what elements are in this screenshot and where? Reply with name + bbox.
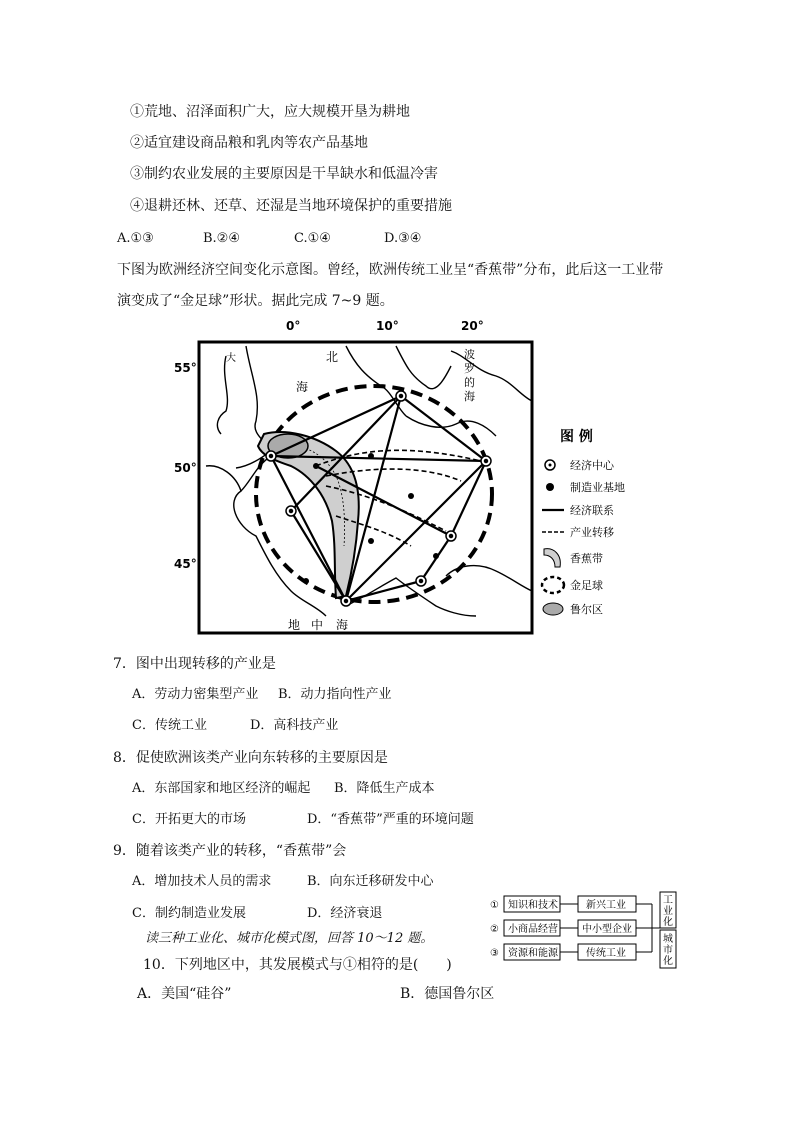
row2-industry: 中小型企业 xyxy=(582,924,632,935)
svg-text:市: 市 xyxy=(663,945,673,956)
q7-option-b: B．动力指向性产业 xyxy=(278,687,392,702)
q9-option-a: A．增加技术人员的需求 xyxy=(132,874,272,889)
europe-economic-map xyxy=(174,316,536,636)
q9-option-b: B．向东迁移研发中心 xyxy=(307,874,434,889)
option-b: B.②④ xyxy=(203,231,240,246)
industrialization-diagram xyxy=(490,890,680,970)
option-d: D.③④ xyxy=(384,231,422,246)
svg-text:罗: 罗 xyxy=(464,362,475,375)
option-a: A.①③ xyxy=(117,231,154,246)
svg-text:城: 城 xyxy=(663,934,673,945)
row2-num: ② xyxy=(490,924,499,935)
lon-label-20: 20° xyxy=(461,319,484,333)
svg-text:地: 地 xyxy=(288,618,301,632)
mediterranean-label xyxy=(288,617,348,632)
q7-option-a: A．劳动力密集型产业 xyxy=(132,687,259,702)
lon-label-0: 0° xyxy=(286,319,301,333)
legend-football: 金足球 xyxy=(570,579,603,592)
row1-source: 知识和技术 xyxy=(508,900,558,911)
row3-num: ③ xyxy=(490,948,499,959)
svg-text:工: 工 xyxy=(663,895,673,906)
svg-text:波: 波 xyxy=(464,348,475,361)
north-sea-label-2: 海 xyxy=(296,380,309,394)
row2-source: 小商品经营 xyxy=(508,924,558,935)
q9-option-c: C．制约制造业发展 xyxy=(132,906,246,921)
row3-source: 资源和能源 xyxy=(508,948,558,959)
row1-industry: 新兴工业 xyxy=(586,900,626,911)
legend-link: 经济联系 xyxy=(570,504,614,517)
intro-line-2: 演变成了“金足球”形状。据此完成 7~9 题。 xyxy=(117,293,394,309)
intro-line-1: 下图为欧洲经济空间变化示意图。曾经，欧洲传统工业呈“香蕉带”分布，此后这一工业带 xyxy=(117,262,664,278)
q8-option-d: D．“香蕉带”严重的环境问题 xyxy=(307,812,474,827)
legend-economic-center: 经济中心 xyxy=(570,459,614,472)
legend-banana: 香蕉带 xyxy=(570,552,603,565)
q7-option-d: D．高科技产业 xyxy=(250,718,339,733)
q10-option-a: A．美国“硅谷” xyxy=(137,986,232,1002)
q8-option-b: B．降低生产成本 xyxy=(334,781,435,796)
q10-option-b: B．德国鲁尔区 xyxy=(400,986,495,1002)
statement-1: ①荒地、沼泽面积广大，应大规模开垦为耕地 xyxy=(130,104,410,120)
svg-text:业: 业 xyxy=(663,906,673,917)
q9-option-d: D．经济衰退 xyxy=(307,906,383,921)
statement-4: ④退耕还林、还草、还湿是当地环境保护的重要措施 xyxy=(130,198,452,214)
lon-label-10: 10° xyxy=(376,319,399,333)
lat-label-45: 45° xyxy=(174,557,197,571)
q8-option-c: C．开拓更大的市场 xyxy=(132,812,246,827)
question-7: 7．图中出现转移的产业是 xyxy=(113,656,276,672)
lat-label-50: 50° xyxy=(174,461,197,475)
row1-num: ① xyxy=(490,900,499,911)
legend-manufacturing: 制造业基地 xyxy=(570,481,625,494)
question-9: 9．随着该类产业的转移，“香蕉带”会 xyxy=(113,843,347,859)
question-8: 8．促使欧洲该类产业向东转移的主要原因是 xyxy=(113,750,388,766)
option-c: C.①④ xyxy=(294,231,331,246)
svg-text:海: 海 xyxy=(336,618,349,632)
svg-text:中: 中 xyxy=(311,618,324,632)
question-10: 10．下列地区中，其发展模式与①相符的是( ) xyxy=(143,957,452,973)
statement-2: ②适宜建设商品粮和乳肉等农产品基地 xyxy=(130,135,368,151)
lat-label-55: 55° xyxy=(174,361,197,375)
svg-text:化: 化 xyxy=(663,917,673,928)
read-instruction: 读三种工业化、城市化模式图，回答 10～12 题。 xyxy=(145,931,434,946)
atlantic-label: 大 xyxy=(226,353,236,364)
q8-option-a: A．东部国家和地区经济的崛起 xyxy=(132,781,311,796)
legend-title: 图 例 xyxy=(560,429,593,445)
row3-industry: 传统工业 xyxy=(586,948,626,959)
legend-ruhr: 鲁尔区 xyxy=(570,603,603,616)
north-sea-label-1: 北 xyxy=(326,350,339,364)
map-legend xyxy=(540,425,670,645)
legend-transfer: 产业转移 xyxy=(570,526,614,539)
statement-3: ③制约农业发展的主要原因是干旱缺水和低温冷害 xyxy=(130,166,438,182)
svg-text:的: 的 xyxy=(464,376,475,389)
svg-text:海: 海 xyxy=(464,390,475,403)
svg-text:化: 化 xyxy=(663,956,673,967)
q7-option-c: C．传统工业 xyxy=(132,718,207,733)
